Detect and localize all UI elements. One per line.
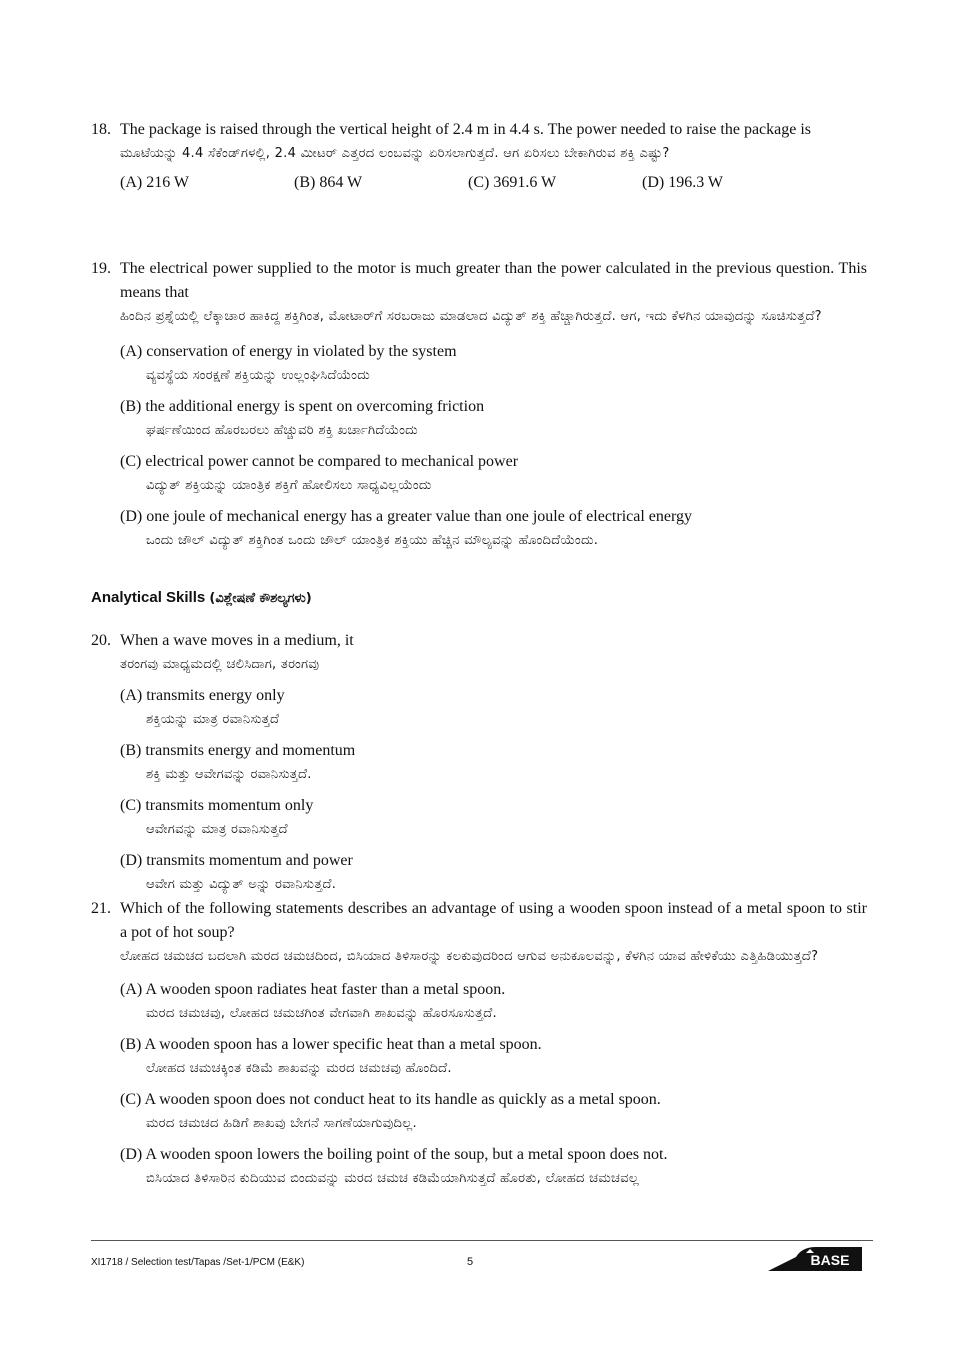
- question-text-en: The package is raised through the vertical height of 2.4 m in 4.4 s. The power needed to raise the package is: [120, 121, 812, 138]
- option-text-kn: ಘರ್ಷಣೆಯಿಂದ ಹೊರಬರಲು ಹೆಚ್ಚುವರಿ ಶಕ್ತಿ ಖರ್ಚಾಗಿದೆಯೆಂದು: [146, 423, 418, 438]
- option-text-kn: ವಿದ್ಯುತ್ ಶಕ್ತಿಯನ್ನು ಯಾಂತ್ರಿಕ ಶಕ್ತಿಗೆ ಹೋಲಿಸಲು ಸಾಧ್ಯವಿಲ್ಲಯೆಂದು: [146, 478, 432, 493]
- option-b[interactable]: (B) 864 W: [294, 174, 363, 191]
- option-a[interactable]: [120, 978, 867, 1025]
- option-text-kn: ಮರದ ಚಮಚವು, ಲೋಹದ ಚಮಚಗಿಂತ ವೇಗವಾಗಿ ಶಾಖವನ್ನು ಹೊರಸೂಸುತ್ತದೆ.: [146, 1006, 497, 1021]
- options-row: [120, 171, 867, 195]
- question-text-kn: ತರಂಗವು ಮಾಧ್ಯಮದಲ್ಲಿ ಚಲಿಸಿದಾಗ, ತರಂಗವು: [120, 657, 320, 672]
- option-text-kn: ಆವೇಗ ಮತ್ತು ವಿದ್ಯುತ್ ಅನ್ನು ರವಾನಿಸುತ್ತದೆ.: [146, 877, 337, 892]
- footer-code: XI1718 / Selection test/Tapas /Set-1/PCM (E&K): [91, 1257, 305, 1268]
- option-c[interactable]: (C) 3691.6 W: [468, 174, 557, 191]
- question-number: 20.: [91, 632, 111, 649]
- section-heading: [91, 589, 312, 606]
- option-text-en: (A) transmits energy only: [120, 687, 285, 704]
- option-d[interactable]: (D) 196.3 W: [642, 174, 724, 191]
- question-text-en: The electrical power supplied to the motor is much greater than the power calculated in the previous question. This means that: [120, 260, 867, 301]
- question-text-kn: ಮೂಟೆಯನ್ನು 4.4 ಸೆಕೆಂಡ್‌ಗಳಲ್ಲಿ, 2.4 ಮೀಟರ್ ಎತ್ತರದ ಲಂಬವನ್ನು ಏರಿಸಲಾಗುತ್ತದೆ. ಆಗ ಏರಿಸಲು ಬೇಕಾಗಿರುವ ಶಕ್ತಿ ಎಷ್ಟು?: [120, 146, 670, 161]
- footer-divider: [91, 1240, 873, 1241]
- base-logo: [766, 1243, 864, 1273]
- option-text-kn: ಲೋಹದ ಚಮಚಕ್ಕಿಂತ ಕಡಿಮೆ ಶಾಖವನ್ನು ಮರದ ಚಮಚವು ಹೊಂದಿದೆ.: [146, 1061, 452, 1076]
- option-text-en: (C) electrical power cannot be compared to mechanical power: [120, 453, 519, 470]
- option-b[interactable]: [120, 395, 867, 442]
- option-text-en: (D) A wooden spoon lowers the boiling point of the soup, but a metal spoon does not.: [120, 1146, 668, 1163]
- question-number: 19.: [91, 260, 111, 277]
- question-text-en: Which of the following statements describes an advantage of using a wooden spoon instead of a metal spoon to stir a pot of hot soup?: [120, 900, 867, 941]
- option-text-kn: ವ್ಯವಸ್ಥೆಯ ಸಂರಕ್ಷಣೆ ಶಕ್ತಿಯನ್ನು ಉಲ್ಲಂಘಿಸಿದೆಯೆಂದು: [146, 368, 371, 383]
- option-text-en: (A) conservation of energy in violated by the system: [120, 343, 457, 360]
- option-text-en: (C) A wooden spoon does not conduct heat to its handle as quickly as a metal spoon.: [120, 1091, 661, 1108]
- option-d[interactable]: [120, 1143, 867, 1190]
- option-c[interactable]: [120, 1088, 867, 1135]
- option-d[interactable]: [120, 505, 867, 552]
- option-text-en: (B) transmits energy and momentum: [120, 742, 356, 759]
- option-a[interactable]: [120, 684, 867, 731]
- option-text-en: (A) A wooden spoon radiates heat faster than a metal spoon.: [120, 981, 506, 998]
- option-c[interactable]: [120, 450, 867, 497]
- question-text-kn: ಹಿಂದಿನ ಪ್ರಶ್ನೆಯಲ್ಲಿ ಲೆಕ್ಕಾಚಾರ ಹಾಕಿದ್ದ ಶಕ್ತಿಗಿಂತ, ಮೋಟಾರ್‌ಗೆ ಸರಬರಾಜು ಮಾಡಲಾದ ವಿದ್ಯುತ್ ಶಕ್ತಿ ಹೆಚ್ಚಾಗಿರುತ್ತದೆ. ಆಗ, ಇದು ಕೆಳಗಿನ ಯಾವುದನ್ನು ಸೂಚಿಸುತ್ತದೆ?: [120, 309, 822, 324]
- option-text-kn: ಒಂದು ಜೌಲ್ ವಿದ್ಯುತ್ ಶಕ್ತಿಗಿಂತ ಒಂದು ಜೌಲ್ ಯಾಂತ್ರಿಕ ಶಕ್ತಿಯು ಹೆಚ್ಚಿನ ಮೌಲ್ಯವನ್ನು ಹೊಂದಿದೆಯೆಂದು.: [146, 533, 599, 548]
- option-text-en: (B) A wooden spoon has a lower specific heat than a metal spoon.: [120, 1036, 542, 1053]
- question-text-kn: ಲೋಹದ ಚಮಚದ ಬದಲಾಗಿ ಮರದ ಚಮಚದಿಂದ, ಬಿಸಿಯಾದ ತಿಳಿಸಾರನ್ನು ಕಲಕುವುದರಿಂದ ಆಗುವ ಅನುಕೂಲವನ್ನು, ಕೆಳಗಿನ ಯಾವ ಹೇಳಿಕೆಯು ಎತ್ತಿಹಿಡಿಯುತ್ತದೆ?: [120, 949, 819, 964]
- question-18: [91, 118, 867, 195]
- question-19: [91, 257, 867, 552]
- question-text-en: When a wave moves in a medium, it: [120, 632, 354, 649]
- option-text-kn: ಶಕ್ತಿಯನ್ನು ಮಾತ್ರ ರವಾನಿಸುತ್ತದೆ: [146, 712, 280, 727]
- question-number: 18.: [91, 121, 111, 138]
- question-20: [91, 629, 867, 896]
- option-text-en: (C) transmits momentum only: [120, 797, 314, 814]
- option-c[interactable]: [120, 794, 867, 841]
- option-text-kn: ಬಿಸಿಯಾದ ತಿಳಿಸಾರಿನ ಕುದಿಯುವ ಬಿಂದುವನ್ನು ಮರದ ಚಮಚ ಕಡಿಮೆಯಾಗಿಸುತ್ತದೆ ಹೊರತು, ಲೋಹದ ಚಮಚವಲ್ಲ: [146, 1171, 640, 1186]
- logo-text: BASE: [810, 1252, 850, 1268]
- option-text-kn: ಮರದ ಚಮಚದ ಹಿಡಿಗೆ ಶಾಖವು ಬೇಗನೆ ಸಾಗಣೆಯಾಗುವುದಿಲ್ಲ.: [146, 1116, 417, 1131]
- question-21: [91, 897, 867, 1190]
- page-number: 5: [467, 1256, 474, 1268]
- option-text-en: (D) one joule of mechanical energy has a greater value than one joule of electrical energy: [120, 508, 693, 525]
- option-b[interactable]: [120, 739, 867, 786]
- section-title-en: Analytical Skills: [91, 589, 206, 606]
- option-a[interactable]: (A) 216 W: [120, 174, 190, 191]
- option-text-en: (B) the additional energy is spent on overcoming friction: [120, 398, 485, 415]
- question-number: 21.: [91, 900, 111, 917]
- option-a[interactable]: [120, 340, 867, 387]
- option-text-kn: ಶಕ್ತಿ ಮತ್ತು ಆವೇಗವನ್ನು ರವಾನಿಸುತ್ತದೆ.: [146, 767, 312, 782]
- section-title-kn: (ವಿಶ್ಲೇಷಣೆ ಕೌಶಲ್ಯಗಳು): [209, 591, 312, 606]
- option-text-kn: ಆವೇಗವನ್ನು ಮಾತ್ರ ರವಾನಿಸುತ್ತದೆ: [146, 822, 288, 837]
- option-d[interactable]: [120, 849, 867, 896]
- option-text-en: (D) transmits momentum and power: [120, 852, 353, 869]
- option-b[interactable]: [120, 1033, 867, 1080]
